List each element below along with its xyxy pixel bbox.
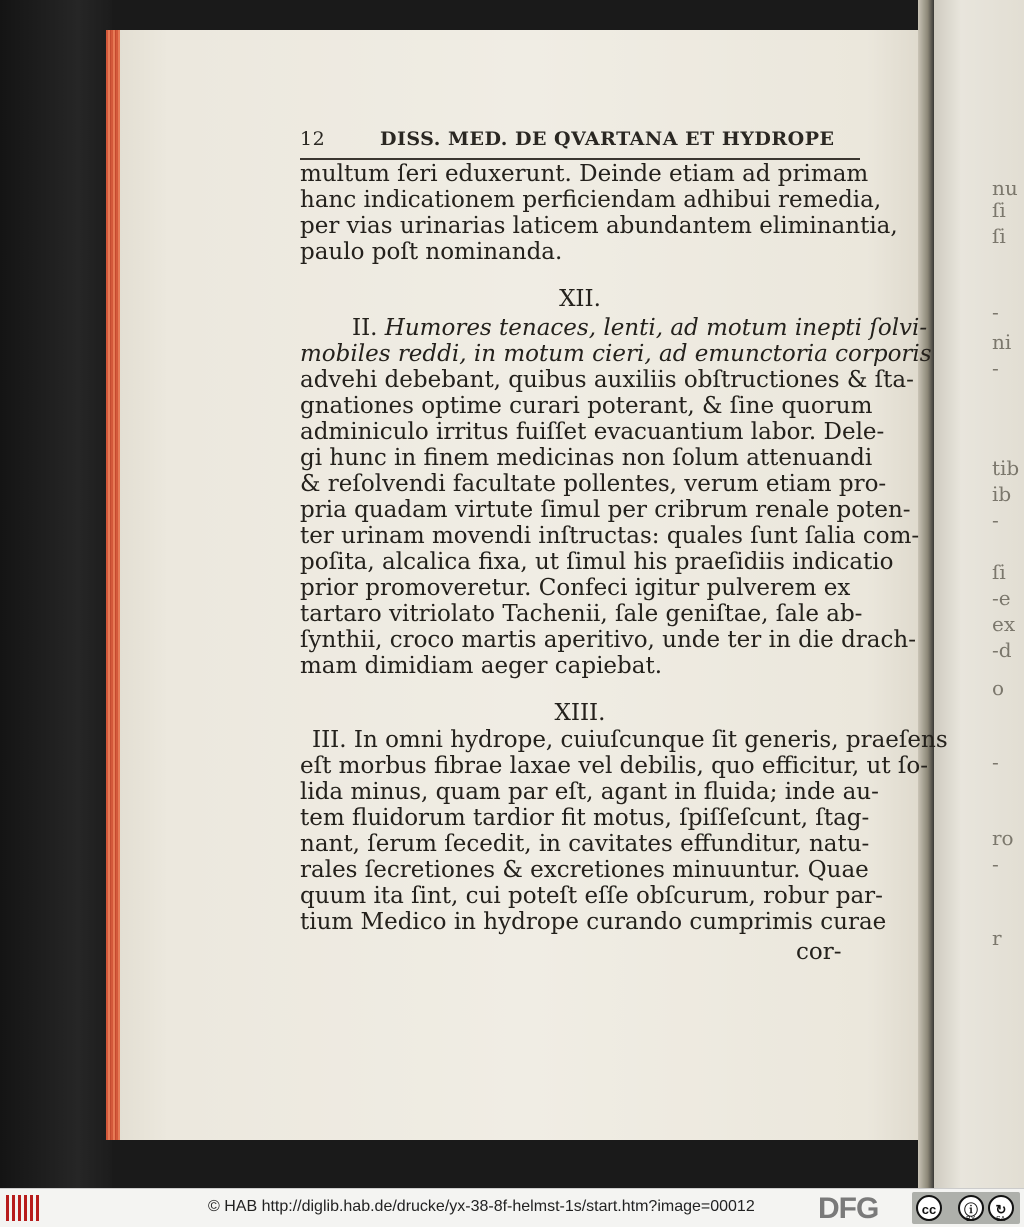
facing-page-fragment: ni: [992, 330, 1012, 354]
share-alike-icon: ↻: [988, 1195, 1014, 1221]
catchword: cor-: [796, 939, 842, 965]
dfg-logo[interactable]: DFG: [818, 1192, 879, 1225]
paragraph-line: & reſolvendi facultate pollentes, verum etiam pro-: [300, 471, 887, 497]
paragraph-line: eſt morbus fibrae laxae vel debilis, quo efficitur, ut ſo-: [300, 753, 929, 779]
section-heading-xiii: XIII.: [554, 700, 606, 726]
paragraph-line: multum ſeri eduxerunt. Deinde etiam ad primam: [300, 161, 869, 187]
paragraph-line: advehi debebant, quibus auxiliis obſtructiones & ſta-: [300, 367, 914, 393]
hab-logo-icon[interactable]: [6, 1195, 42, 1221]
facing-page-fragment: tib: [992, 456, 1020, 480]
facing-page-fragment: -: [992, 852, 999, 876]
facing-page-fragment: -: [992, 508, 999, 532]
cc-sa-label: SA: [996, 1216, 1006, 1223]
paragraph-line: adminiculo irritus fuiſſet evacuantium labor. Dele-: [300, 419, 885, 445]
page-number: 12: [300, 128, 326, 150]
facing-page-fragment: r: [992, 926, 1002, 950]
cc-by-label: BY: [966, 1216, 976, 1223]
facing-page-fragment: -e: [992, 586, 1011, 610]
paragraph-line: gnationes optime curari poterant, & ſine quorum: [300, 393, 873, 419]
cc-icon: cc: [916, 1195, 942, 1221]
paragraph-number: II.: [352, 315, 378, 341]
paragraph-line: rales ſecretiones & excretiones minuuntur. Quae: [300, 857, 869, 883]
page-header: [300, 128, 860, 158]
paragraph-line: prior promoveretur. Confeci igitur pulverem ex: [300, 575, 851, 601]
facing-page-fragment: -d: [992, 638, 1012, 662]
paragraph-line: mam dimidiam aeger capiebat.: [300, 653, 663, 679]
paragraph-line: [352, 316, 927, 340]
paragraph-line: tium Medico in hydrope curando cumprimis curae: [300, 909, 887, 935]
paragraph-line: per vias urinarias laticem abundantem eliminantia,: [300, 213, 898, 239]
facing-page-fragment: ex: [992, 612, 1016, 636]
paragraph-line: nant, ſerum ſecedit, in cavitates effunditur, natu-: [300, 831, 870, 857]
cc-license-badge[interactable]: [912, 1192, 1020, 1224]
paragraph-line: pria quadam virtute ſimul per cribrum renale poten-: [300, 497, 911, 523]
paragraph-line: tem fluidorum tardior fit motus, ſpiſſeſcunt, ſtag-: [300, 805, 870, 831]
viewer-footer: [0, 1188, 1024, 1227]
paragraph-line: tartaro vitriolato Tachenii, ſale geniſtae, ſale ab-: [300, 601, 863, 627]
paragraph-line: paulo poſt nominanda.: [300, 239, 563, 265]
facing-page-fragment: -: [992, 300, 999, 324]
section-heading-xii: XII.: [559, 286, 601, 312]
paragraph-line: lida minus, quam par eſt, agant in fluida; inde au-: [300, 779, 879, 805]
facing-page-fragment: -: [992, 356, 999, 380]
background-left: [0, 0, 112, 1188]
paragraph-line: III. In omni hydrope, cuiuſcunque ſit generis, praeſens: [312, 727, 948, 753]
paragraph-line: poſita, alcalica fixa, ut ſimul his praeſidiis indicatio: [300, 549, 894, 575]
facing-page-fragment: ro: [992, 826, 1014, 850]
paragraph-line: gi hunc in finem medicinas non ſolum attenuandi: [300, 445, 873, 471]
paragraph-line: ter urinam movendi inſtructas: quales ſunt ſalia com-: [300, 523, 920, 549]
facing-page-fragment: ſi: [992, 198, 1006, 222]
paragraph-line: mobiles reddi, in motum cieri, ad emunctoria corporis: [300, 341, 932, 367]
paragraph-line: ſynthii, croco martis aperitivo, unde ter in die drach-: [300, 627, 916, 653]
book-gutter: [918, 0, 934, 1188]
facing-page-fragment: ſi: [992, 224, 1006, 248]
facing-page-fragment: ſi: [992, 560, 1006, 584]
facing-page-fragment: -: [992, 750, 999, 774]
facing-page-fragment: o: [992, 676, 1005, 700]
facing-page-fragment: ib: [992, 482, 1012, 506]
facing-page-fragment: nu: [992, 176, 1018, 200]
paragraph-line: hanc indicationem perficiendam adhibui remedia,: [300, 187, 882, 213]
running-title: DISS. MED. DE QVARTANA ET HYDROPE: [380, 128, 835, 150]
attribution-icon: ⓘ: [958, 1195, 984, 1221]
paragraph-line: quum ita ſint, cui poteſt eſſe obſcurum, robur par-: [300, 883, 883, 909]
italic-phrase: Humores tenaces, lenti, ad motum inepti ſolvi-: [384, 315, 928, 341]
header-rule: [300, 158, 860, 160]
source-link[interactable]: © HAB http://diglib.hab.de/drucke/yx-38-8f-helmst-1s/start.htm?image=00012: [208, 1198, 755, 1215]
